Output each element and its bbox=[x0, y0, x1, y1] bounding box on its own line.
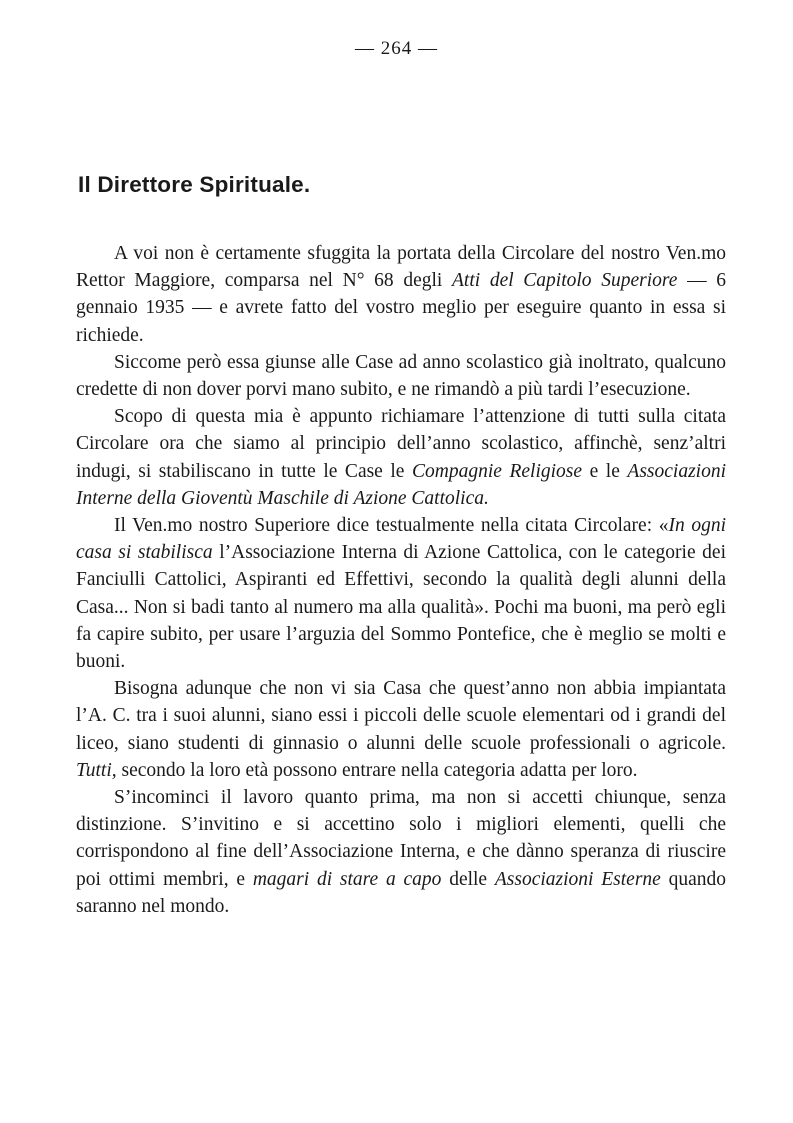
paragraph-5: Bisogna adunque che non vi sia Casa che quest’anno non abbia impiantata l’A. C. tra i suoi alunni, siano essi i piccoli delle scuole elementari od i grandi del liceo, siano studenti di ginnasio o alunni delle scuole professionali o agricole. Tutti, secondo la loro età possono entrare nella categoria adatta per loro. bbox=[76, 678, 726, 781]
paragraph-1: A voi non è certamente sfuggita la portata della Circolare del nostro Ven.mo Rettor Maggiore, comparsa nel N° 68 degli Atti del Capitolo Superiore — 6 gennaio 1935 — e avrete fatto del vostro meglio per eseguire quanto in essa si richiede. bbox=[76, 243, 726, 346]
section-heading: Il Direttore Spirituale. bbox=[78, 172, 311, 197]
paragraph-2: Siccome però essa giunse alle Case ad anno scolastico già inoltrato, qualcuno credette di non dover porvi mano subito, e ne rimandò a più tardi l’esecuzione. bbox=[76, 351, 726, 401]
body-text bbox=[76, 240, 726, 920]
page-number: — 264 — bbox=[355, 38, 438, 59]
paragraph-3: Scopo di questa mia è appunto richiamare l’attenzione di tutti sulla citata Circolare ora che siamo al principio dell’anno scolastico, affinchè, senz’altri indugi, si stabiliscano in tutte le Case le Compagnie Religiose e le Associazioni Interne della Gioventù Maschile di Azione Cattolica. bbox=[76, 406, 726, 509]
paragraph-6: S’incominci il lavoro quanto prima, ma non si accetti chiunque, senza distinzione. S’invitino e si accettino solo i migliori elementi, quelli che corrispondono al fine dell’Associazione Interna, e che dànno speranza di riuscire poi ottimi membri, e magari di stare a capo delle Associazioni Esterne quando saranno nel mondo. bbox=[76, 787, 726, 917]
paragraph-4: Il Ven.mo nostro Superiore dice testualmente nella citata Circolare: «In ogni casa si stabilisca l’Associazione Interna di Azione Cattolica, con le categorie dei Fanciulli Cattolici, Aspiranti ed Effettivi, secondo la qualità degli alunni della Casa... Non si badi tanto al numero ma alla qualità». Pochi ma buoni, ma però egli fa capire subito, per usare l’arguzia del Sommo Pontefice, che è meglio se molti e buoni. bbox=[76, 515, 726, 673]
